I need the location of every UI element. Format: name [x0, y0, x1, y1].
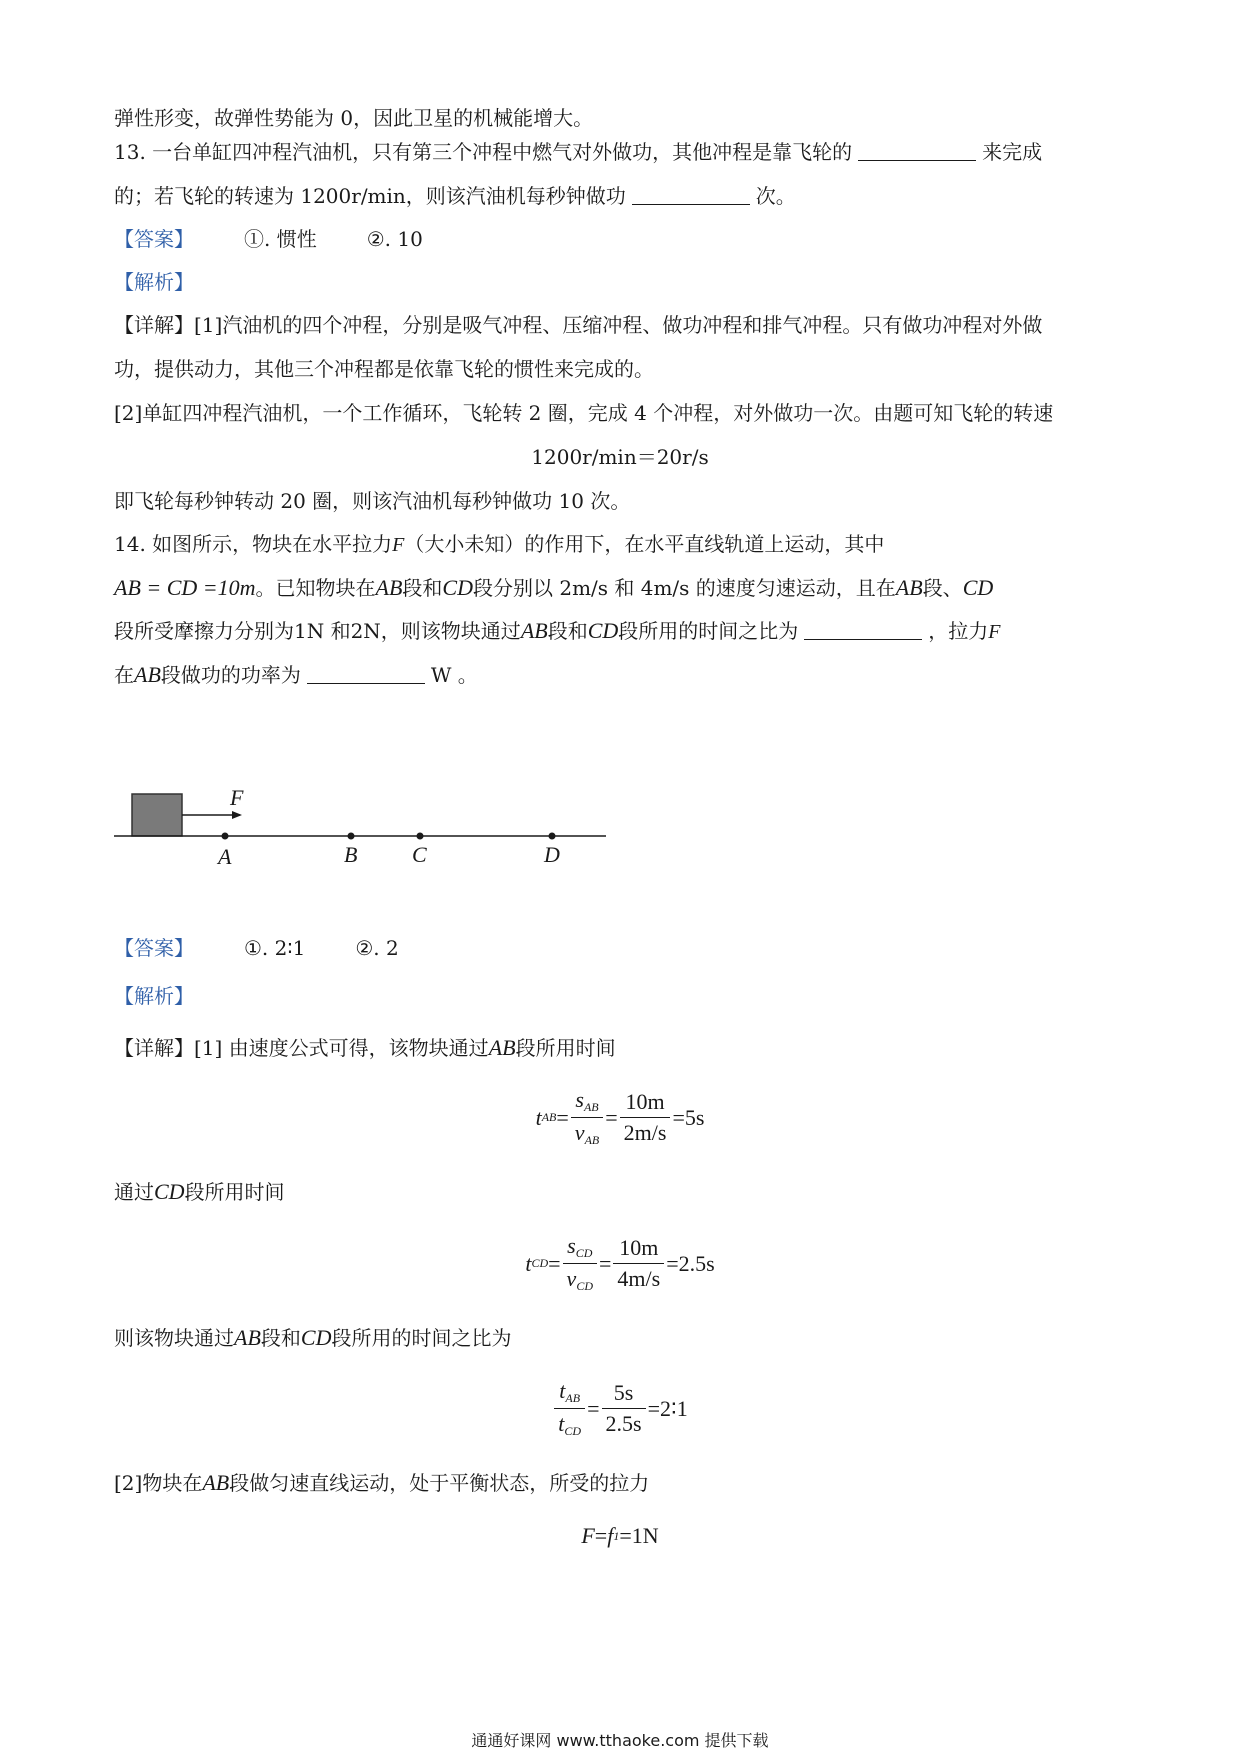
question-14-answer: 【答案】 ①. 2∶1 ②. 2: [114, 936, 399, 960]
answer-label: 【答案】: [114, 227, 194, 251]
answer-blank-4: [307, 663, 425, 684]
question-14-stem-line-4: 在AB段做功的功率为 W 。: [114, 662, 478, 687]
question-13-detail-line-1: 【详解】[1]汽油机的四个冲程，分别是吸气冲程、压缩冲程、做功冲程和排气冲程。只有做功冲程对外做: [114, 313, 1043, 337]
question-14-stem-line-1: 14. 如图所示，物块在水平拉力F（大小未知）的作用下，在水平直线轨道上运动，其中: [114, 532, 885, 556]
question-14-detail-line-3: 则该物块通过AB段和CD段所用的时间之比为: [114, 1325, 512, 1350]
point-a-dot: [222, 833, 229, 840]
question-13-detail-line-4: 即飞轮每秒钟转动 20 圈，则该汽油机每秒钟做功 10 次。: [114, 489, 631, 513]
text-line: 弹性形变，故弹性势能为 0，因此卫星的机械能增大。: [114, 106, 594, 130]
answer-blank-1: [858, 140, 976, 161]
force-label: F: [230, 785, 244, 810]
question-13-stem-line-2: 的；若飞轮的转速为 1200r/min，则该汽油机每秒钟做功 次。: [114, 184, 796, 208]
point-d-dot: [549, 833, 556, 840]
question-13-equation: 1200r/min＝20r/s: [531, 445, 709, 469]
block: [132, 794, 182, 836]
equation-force: F = f 1 = 1N: [581, 1523, 659, 1548]
question-13-answer: 【答案】 ①. 惯性 ②. 10: [114, 227, 423, 251]
question-13-analysis-label: 【解析】: [114, 270, 194, 294]
point-c-label: C: [412, 842, 427, 867]
question-13-detail-line-3: [2]单缸四冲程汽油机，一个工作循环，飞轮转 2 圈，完成 4 个冲程，对外做功一次。由题可知飞轮的转速: [114, 401, 1054, 425]
track-diagram: [112, 782, 612, 872]
question-14-stem-line-3: 段所受摩擦力分别为1N 和2N，则该物块通过AB段和CD段所用的时间之比为 ，拉力F: [114, 618, 1001, 643]
question-13-detail-line-2: 功，提供动力，其他三个冲程都是依靠飞轮的惯性来完成的。: [114, 357, 654, 381]
equation-time-ratio: $\frac{t_{AB}}{t_{CD}}$ = $\frac{5s}{2.5s}$ =2∶1: [0, 1378, 1240, 1439]
detail-label: 【详解】: [114, 1036, 194, 1060]
point-b-label: B: [344, 842, 358, 867]
question-14-detail-line-2: 通过CD段所用时间: [114, 1179, 285, 1204]
point-b-dot: [348, 833, 355, 840]
answer-blank-3: [804, 619, 922, 640]
equation-t-cd: t CD = $\frac{s_{CD}}{v_{CD}}$ = $\frac{10m}{4m/s}$ =2.5s: [525, 1233, 715, 1293]
question-14-detail-line-1: 【详解】[1] 由速度公式可得，该物块通过AB段所用时间: [114, 1035, 616, 1060]
question-13-stem-line-1: 13. 一台单缸四冲程汽油机，只有第三个冲程中燃气对外做功，其他冲程是靠飞轮的 来完成: [114, 140, 1043, 164]
point-a-label: A: [218, 844, 232, 869]
question-14-stem-line-2: AB = CD =10m。已知物块在AB段和CD段分别以 2m/s 和 4m/s 的速度匀速运动，且在AB段、CD: [114, 575, 994, 600]
force-arrow-head: [232, 811, 242, 819]
page-footer: 通通好课网 www.tthaoke.com 提供下载: [471, 1731, 769, 1750]
point-c-dot: [417, 833, 424, 840]
detail-label: 【详解】: [114, 313, 194, 337]
answer-label: 【答案】: [114, 936, 194, 960]
question-14-detail-line-4: [2]物块在AB段做匀速直线运动，处于平衡状态，所受的拉力: [114, 1470, 650, 1495]
question-14-analysis-label: 【解析】: [114, 984, 194, 1008]
equation-t-ab: t AB = $\frac{s_{AB}}{v_{AB}}$ = $\frac{10m}{2m/s}$ =5s: [535, 1087, 705, 1147]
answer-blank-2: [632, 184, 750, 205]
point-d-label: D: [544, 842, 560, 867]
